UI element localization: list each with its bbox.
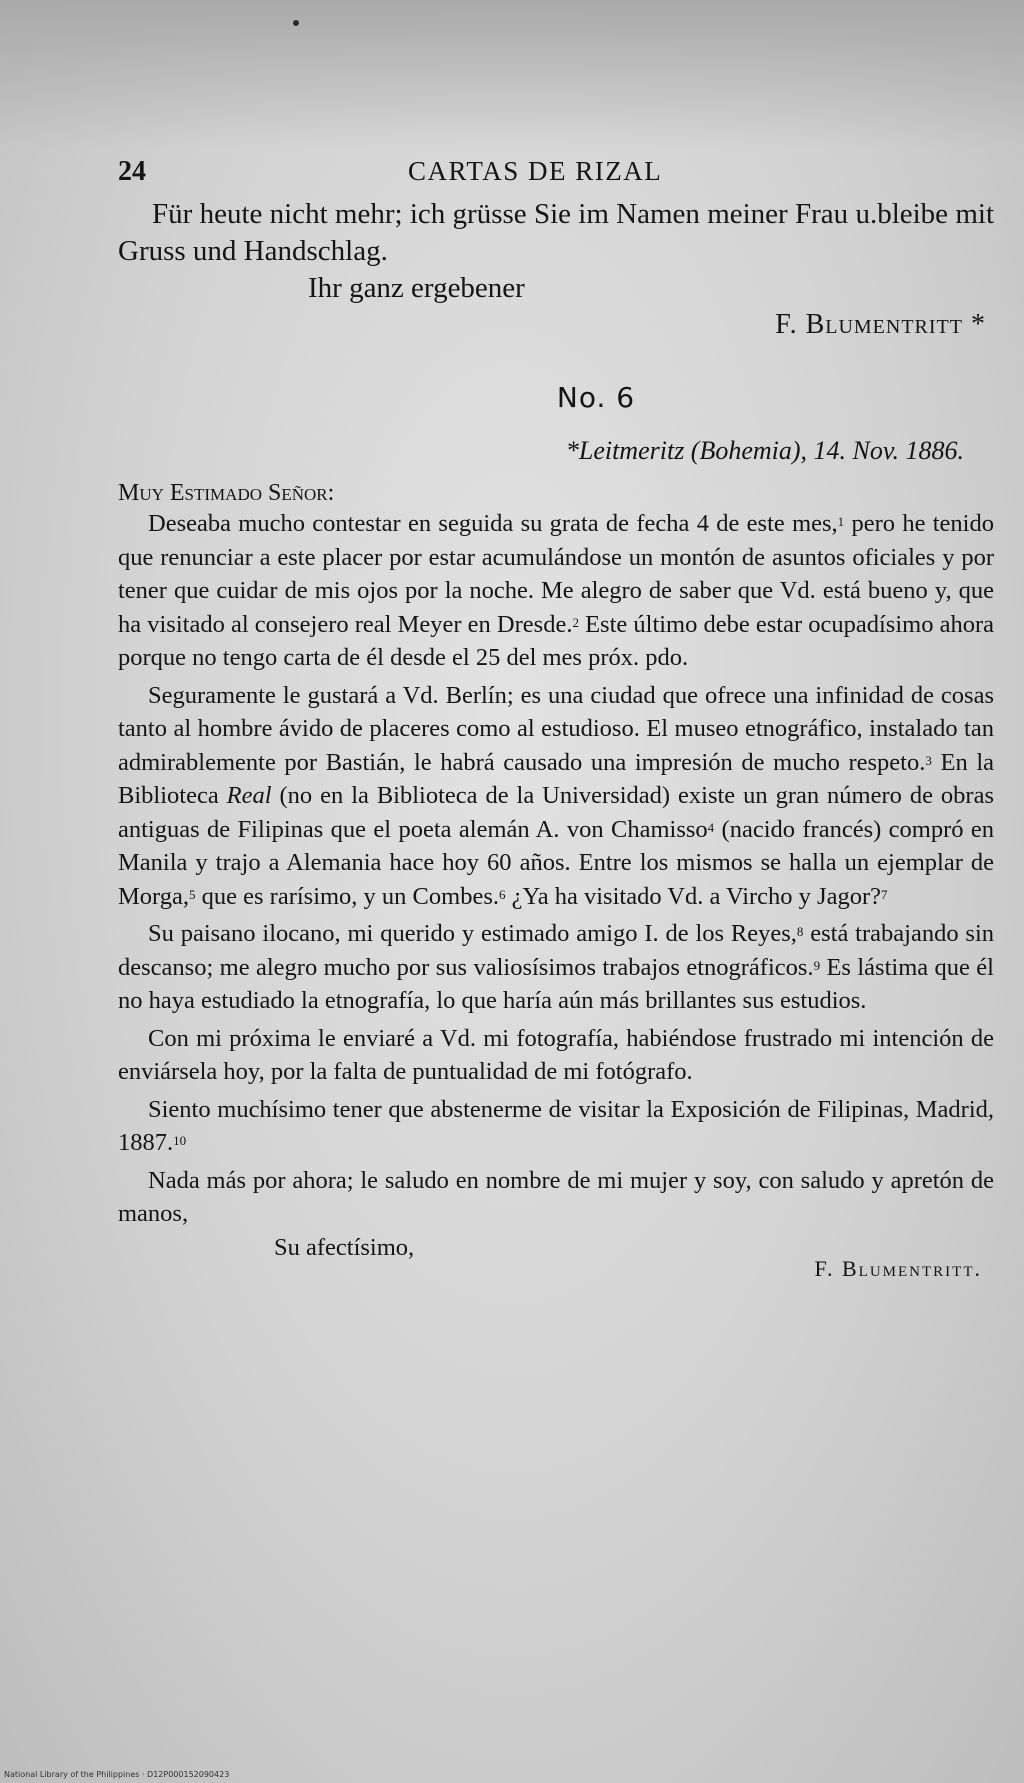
letter-number: No. 6 <box>556 381 636 414</box>
footnote-marker: 4 <box>707 819 715 835</box>
paragraph-text: Seguramente le gustará a Vd. Berlín; es una ciudad que ofrece una infinidad de cosas tanto al hombre ávido de placeres como al estudioso. El museo etnográfico, instalado tan admirablemente por Bastián, le habrá causado una impresión de mucho respeto. <box>118 681 994 776</box>
letter-paragraph-2 <box>118 679 994 914</box>
letter-salutation: Muy Estimado Señor: <box>118 480 335 506</box>
page-number: 24 <box>118 156 146 187</box>
paragraph-text: está trabajando sin descanso; me alegro mucho por sus valiosísimos trabajos etnográficos. <box>118 920 994 981</box>
footnote-marker: 9 <box>813 957 821 973</box>
footnote-marker: 7 <box>881 886 888 902</box>
paragraph-text: Es lástima que él no haya estudiado la etnografía, lo que haría aún más brillantes sus estudios. <box>118 953 994 1014</box>
paragraph-text: pero he tenido que renunciar a este placer por estar acumulándose un montón de asuntos oficiales y por tener que cuidar de mis ojos por la noche. Me alegro de saber que Vd. está bueno y, que ha visitado al consejero real Meyer en Dresde. <box>118 510 994 638</box>
letter-paragraph-6: Nada más por ahora; le saludo en nombre de mi mujer y soy, con saludo y apretón de manos, <box>118 1166 994 1227</box>
previous-letter-closing-text: Für heute nicht mehr; ich grüsse Sie im Namen meiner Frau u.bleibe mit Gruss und Handschlag. <box>118 198 994 267</box>
page-header <box>118 150 994 196</box>
paragraph-text: Este último debe estar ocupadísimo ahora porque no tengo carta de él desde el 25 del mes próx. pdo. <box>118 610 994 671</box>
letter-paragraph-5 <box>118 1093 994 1160</box>
paragraph-text: ¿Ya ha visitado Vd. a Vircho y Jagor? <box>505 882 882 910</box>
italic-word: Real <box>226 782 272 809</box>
paragraph-text: que es rarísimo, y un Combes. <box>195 882 499 910</box>
paragraph-text: (nacido francés) compró en Manila y trajo a Alemania hace hoy 60 años. Entre los mismos se halla un ejemplar de Morga, <box>118 815 995 910</box>
footnote-marker: 2 <box>572 614 579 630</box>
letter-signature: F. Blumentritt. <box>814 1255 982 1281</box>
scan-speck <box>293 20 299 26</box>
book-page <box>118 150 994 1282</box>
footnote-marker: 6 <box>499 886 506 902</box>
footnote-marker: 1 <box>837 514 845 529</box>
paragraph-text: En la Biblioteca <box>118 748 995 809</box>
running-title: CARTAS DE RIZAL <box>408 156 663 186</box>
archive-credit: National Library of the Philippines · D12P000152090423 <box>4 1770 230 1779</box>
letter-closing: Su afectísimo, <box>274 1233 415 1261</box>
previous-letter-signature: F. Blumentritt * <box>775 309 986 340</box>
letter-paragraph-3 <box>118 917 994 1018</box>
paragraph-text: Su paisano ilocano, mi querido y estimado amigo I. de los Reyes, <box>148 920 797 947</box>
scan-top-shading <box>0 0 1024 150</box>
paragraph-text: (no en la Biblioteca de la Universidad) existe un gran número de obras antiguas de Filipinas que el poeta alemán A. von Chamisso <box>118 782 994 843</box>
footnote-marker: 10 <box>173 1133 187 1148</box>
footnote-marker: 3 <box>925 752 932 768</box>
footnote-marker: 5 <box>189 886 196 902</box>
letter-dateline: *Leitmeritz (Bohemia), 14. Nov. 1886. <box>565 436 964 465</box>
paragraph-text: Siento muchísimo tener que abstenerme de visitar la Exposición de Filipinas, Madrid, 1887. <box>118 1095 994 1156</box>
previous-letter-closing-formula: Ihr ganz ergebener <box>308 272 525 304</box>
paragraph-text: Deseaba mucho contestar en seguida su grata de fecha 4 de este mes, <box>148 510 838 537</box>
letter-paragraph-4: Con mi próxima le enviaré a Vd. mi fotografía, habiéndose frustrado mi intención de enviársela hoy, por la falta de puntualidad de mi fotógrafo. <box>118 1024 994 1085</box>
footnote-marker: 8 <box>796 924 804 939</box>
letter-paragraph-1 <box>118 507 994 675</box>
